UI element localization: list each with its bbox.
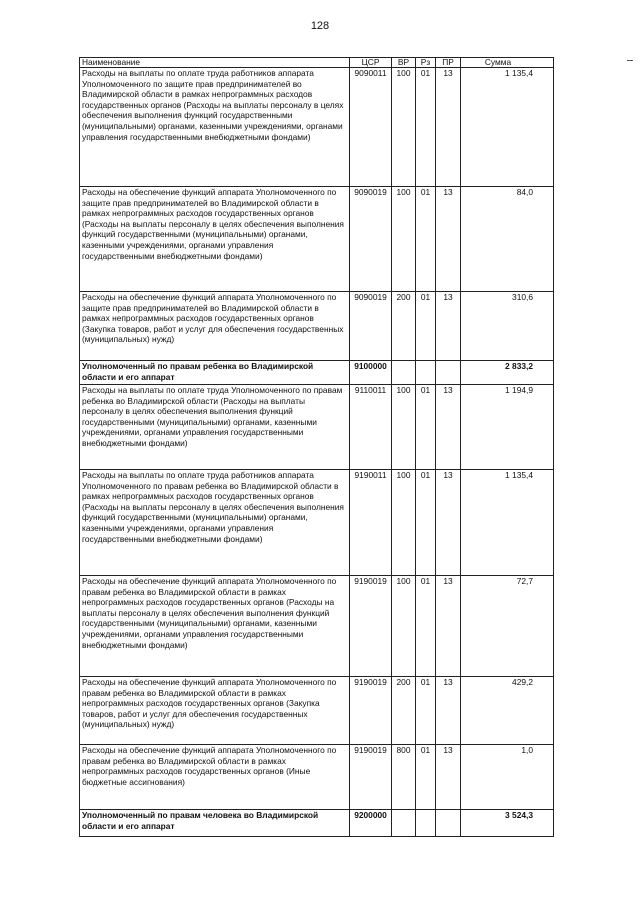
cell-name: Расходы на выплаты по оплате труда работников аппарата Уполномоченного по правам ребенка во Владимирской области в рамках непрограммных расходов государственных органов (Расходы на выплаты персоналу в целях обеспечения выполнения функций государственными (муниципальными) органами, казенными учреждениями, органами управления государственными внебюджетными фондами) (80, 470, 350, 576)
cell-vr: 100 (392, 470, 416, 576)
cell-vr: 200 (392, 677, 416, 745)
table-row (80, 385, 554, 470)
cell-sum: 310,6 (461, 292, 554, 361)
cell-rz: 01 (416, 677, 436, 745)
cell-name: Расходы на обеспечение функций аппарата Уполномоченного по правам ребенка во Владимирской области в рамках непрограммных расходов государственных органов (Закупка товаров, работ и услуг для обеспечения государственных (муниципальных) нужд) (80, 677, 350, 745)
cell-sum: 3 524,3 (461, 810, 554, 837)
table-row (80, 470, 554, 576)
cell-vr: 800 (392, 745, 416, 810)
cell-name: Расходы на обеспечение функций аппарата Уполномоченного по правам ребенка во Владимирской области в рамках непрограммных расходов государственных органов (Иные бюджетные ассигнования) (80, 745, 350, 810)
header-vr: ВР (392, 58, 416, 68)
cell-sum: 429,2 (461, 677, 554, 745)
cell-code: 9110011 (350, 385, 392, 470)
cell-rz: 01 (416, 385, 436, 470)
table-row (80, 68, 554, 187)
scan-mark (627, 60, 633, 61)
cell-pr: 13 (436, 385, 461, 470)
cell-pr: 13 (436, 292, 461, 361)
cell-sum: 1,0 (461, 745, 554, 810)
header-code: ЦСР (350, 58, 392, 68)
cell-code: 9190019 (350, 745, 392, 810)
cell-vr: 200 (392, 292, 416, 361)
cell-pr: 13 (436, 745, 461, 810)
cell-sum: 84,0 (461, 187, 554, 292)
cell-pr (436, 810, 461, 837)
cell-code: 9090011 (350, 68, 392, 187)
cell-sum: 1 135,4 (461, 470, 554, 576)
cell-rz: 01 (416, 576, 436, 677)
cell-name: Уполномоченный по правам ребенка во Владимирской области и его аппарат (80, 361, 350, 385)
cell-sum: 72,7 (461, 576, 554, 677)
table-row (80, 292, 554, 361)
cell-vr (392, 361, 416, 385)
page-number: 128 (310, 20, 330, 32)
cell-code: 9200000 (350, 810, 392, 837)
cell-rz: 01 (416, 292, 436, 361)
cell-vr: 100 (392, 385, 416, 470)
header-name: Наименование (80, 58, 350, 68)
cell-sum: 2 833,2 (461, 361, 554, 385)
cell-sum: 1 135,4 (461, 68, 554, 187)
cell-rz (416, 361, 436, 385)
table-row (80, 677, 554, 745)
cell-pr: 13 (436, 187, 461, 292)
cell-pr: 13 (436, 677, 461, 745)
cell-vr: 100 (392, 68, 416, 187)
cell-pr (436, 361, 461, 385)
cell-name: Уполномоченный по правам человека во Владимирской области и его аппарат (80, 810, 350, 837)
cell-sum: 1 194,9 (461, 385, 554, 470)
cell-rz (416, 810, 436, 837)
cell-pr: 13 (436, 576, 461, 677)
cell-rz: 01 (416, 187, 436, 292)
table-row (80, 810, 554, 837)
cell-code: 9190019 (350, 677, 392, 745)
cell-rz: 01 (416, 68, 436, 187)
cell-code: 9190011 (350, 470, 392, 576)
cell-name: Расходы на обеспечение функций аппарата Уполномоченного по защите прав предпринимателей во Владимирской области в рамках непрограммных расходов государственных органов (Закупка товаров, работ и услуг для обеспечения государственных (муниципальных) нужд) (80, 292, 350, 361)
cell-pr: 13 (436, 68, 461, 187)
cell-name: Расходы на обеспечение функций аппарата Уполномоченного по правам ребенка во Владимирской области в рамках непрограммных расходов государственных органов (Расходы на выплаты персоналу в целях обеспечения выполнения функций государственными (муниципальными) органами, казенными учреждениями, органами управления государственными внебюджетными фондами) (80, 576, 350, 677)
table-row (80, 361, 554, 385)
cell-rz: 01 (416, 745, 436, 810)
cell-vr (392, 810, 416, 837)
table-row (80, 745, 554, 810)
budget-table (79, 57, 554, 837)
cell-code: 9090019 (350, 292, 392, 361)
header-rz: Рз (416, 58, 436, 68)
table-row (80, 187, 554, 292)
cell-name: Расходы на выплаты по оплате труда работников аппарата Уполномоченного по защите прав предпринимателей во Владимирской области в рамках непрограммных расходов государственных органов (Расходы на выплаты персоналу в целях обеспечения выполнения функций государственными (муниципальными) органами, казенными учреждениями, органами управления государственными внебюджетными фондами) (80, 68, 350, 187)
cell-vr: 100 (392, 187, 416, 292)
cell-rz: 01 (416, 470, 436, 576)
cell-code: 9100000 (350, 361, 392, 385)
cell-name: Расходы на выплаты по оплате труда Уполномоченного по правам ребенка во Владимирской области (Расходы на выплаты персоналу в целях обеспечения выполнения функций государственными (муниципальными) органами, казенными учреждениями, органами управления государственными внебюджетными фондами) (80, 385, 350, 470)
table-row (80, 576, 554, 677)
cell-code: 9190019 (350, 576, 392, 677)
table-header-row (80, 58, 554, 68)
cell-pr: 13 (436, 470, 461, 576)
header-sum: Сумма (461, 58, 554, 68)
header-pr: ПР (436, 58, 461, 68)
cell-vr: 100 (392, 576, 416, 677)
cell-name: Расходы на обеспечение функций аппарата Уполномоченного по защите прав предпринимателей во Владимирской области в рамках непрограммных расходов государственных органов (Расходы на выплаты персоналу в целях обеспечения выполнения функций государственными (муниципальными) органами, казенными учреждениями, органами управления государственными внебюджетными фондами) (80, 187, 350, 292)
cell-code: 9090019 (350, 187, 392, 292)
